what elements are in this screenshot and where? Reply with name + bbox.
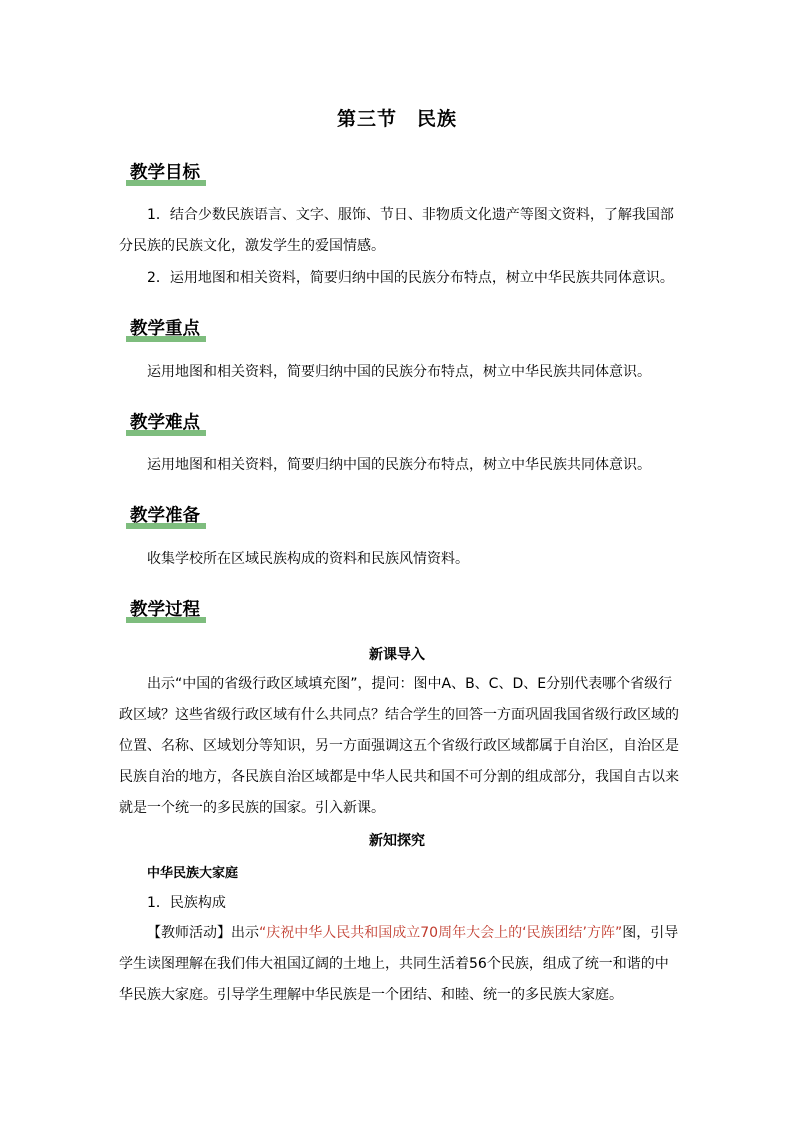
prep-text: 收集学校所在区域民族构成的资料和民族风情资料。 — [147, 551, 469, 567]
activity-label: 【教师活动】出示 — [147, 925, 259, 941]
composition-heading: 1．民族构成 — [147, 895, 226, 911]
intro-heading: 新课导入 — [369, 647, 425, 663]
teacher-activity-paragraph — [119, 918, 679, 1011]
section-heading-key: 教学重点 — [126, 316, 206, 342]
key-point-text: 运用地图和相关资料，简要归纳中国的民族分布特点，树立中华民族共同体意识。 — [147, 364, 651, 380]
section-heading-process: 教学过程 — [126, 597, 206, 623]
section-heading-difficult: 教学难点 — [126, 410, 206, 436]
page-title: 第三节 民族 — [336, 108, 457, 130]
goal-item-2: 2．运用地图和相关资料，简要归纳中国的民族分布特点，树立中华民族共同体意识。 — [147, 270, 674, 286]
difficult-point-text: 运用地图和相关资料，简要归纳中国的民族分布特点，树立中华民族共同体意识。 — [147, 457, 651, 473]
section-heading-goals: 教学目标 — [126, 160, 206, 186]
section-heading-prep: 教学准备 — [126, 503, 206, 529]
family-heading: 中华民族大家庭 — [147, 866, 239, 881]
intro-text: 出示“中国的省级行政区域填充图”，提问：图中A、B、C、D、E分别代表哪个省级行政区域？这些省级行政区域有什么共同点？结合学生的回答一方面巩固我国省级行政区域的位置、名称、区域划分等知识，另一方面强调这五个省级行政区域都属于自治区，自治区是民族自治的地方，各民族自治区域都是中华人民共和国不可分割的组成部分，我国自古以来就是一个统一的多民族的国家。引入新课。 — [119, 676, 679, 816]
goal-item-1: 1．结合少数民族语言、文字、服饰、节日、非物质文化遗产等图文资料，了解我国部分民族的民族文化，激发学生的爱国情感。 — [119, 207, 674, 254]
activity-highlight: “庆祝中华人民共和国成立70周年大会上的‘民族团结’方阵” — [259, 925, 623, 941]
activity-text: 图，引导学生读图理解在我们伟大祖国辽阔的土地上，共同生活着56个民族，组成了统一和谐的中华民族大家庭。引导学生理解中华民族是一个团结、和睦、统一的多民族大家庭。 — [119, 925, 679, 1003]
explore-heading: 新知探究 — [369, 833, 425, 849]
